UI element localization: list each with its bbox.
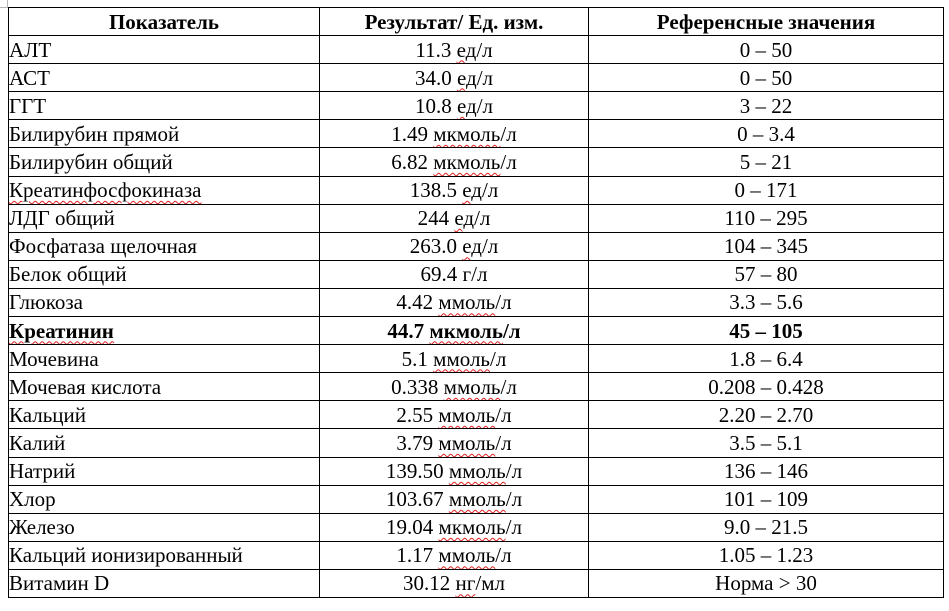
result-value — [320, 373, 589, 401]
parameter-name: Глюкоза — [9, 288, 320, 316]
result-number: 1.49 — [391, 121, 429, 146]
result-value — [320, 457, 589, 485]
parameter-label: Креатинфосфокиназа — [9, 178, 202, 203]
result-unit: мкмоль/л — [429, 318, 521, 343]
result-number: 44.7 — [387, 318, 425, 343]
result-value — [320, 36, 589, 64]
result-unit: ед/л — [456, 93, 494, 118]
reference-range: 1.05 – 1.23 — [589, 541, 944, 569]
result-value — [320, 64, 589, 92]
parameter-name — [9, 317, 320, 345]
lab-results-table — [8, 7, 944, 598]
parameter-name: ГГТ — [9, 92, 320, 120]
result-number: 2.55 — [396, 402, 434, 427]
result-number: 30.12 — [403, 571, 451, 596]
result-number: 4.42 — [396, 290, 434, 315]
text-boundary-marker — [0, 0, 8, 8]
result-value — [320, 485, 589, 513]
table-row — [9, 513, 944, 541]
table-row — [9, 260, 944, 288]
result-unit: ед/л — [456, 65, 494, 90]
table-row — [9, 92, 944, 120]
result-number: 19.04 — [386, 515, 434, 540]
result-value — [320, 345, 589, 373]
parameter-name: Натрий — [9, 457, 320, 485]
result-value — [320, 176, 589, 204]
parameter-name: АСТ — [9, 64, 320, 92]
reference-range: 0 – 3.4 — [589, 120, 944, 148]
reference-range: 0 – 171 — [589, 176, 944, 204]
table-row — [9, 541, 944, 569]
reference-range: 9.0 – 21.5 — [589, 513, 944, 541]
result-unit: ед/л — [456, 37, 493, 62]
reference-range: 1.8 – 6.4 — [589, 345, 944, 373]
result-number: 5.1 — [401, 346, 428, 371]
parameter-name: Белок общий — [9, 260, 320, 288]
header-parameter: Показатель — [9, 8, 320, 36]
result-number: 138.5 — [409, 178, 457, 203]
reference-range: 0 – 50 — [589, 64, 944, 92]
result-unit: ммоль/л — [438, 290, 512, 315]
result-value — [320, 120, 589, 148]
table-row — [9, 373, 944, 401]
table-row — [9, 64, 944, 92]
reference-range: 0 – 50 — [589, 36, 944, 64]
result-value — [320, 148, 589, 176]
reference-range: 136 – 146 — [589, 457, 944, 485]
table-row — [9, 345, 944, 373]
result-number: 6.82 — [391, 150, 429, 175]
header-reference-range: Референсные значения — [589, 8, 944, 36]
reference-range: 0.208 – 0.428 — [589, 373, 944, 401]
result-number: 139.50 — [385, 459, 444, 484]
reference-range: 110 – 295 — [589, 204, 944, 232]
result-number: 69.4 — [420, 262, 458, 287]
result-number: 244 — [417, 206, 450, 231]
parameter-name: Витамин D — [9, 569, 320, 597]
table-row — [9, 204, 944, 232]
result-number: 0.338 — [391, 374, 439, 399]
result-number: 1.17 — [396, 543, 434, 568]
parameter-name: ЛДГ общий — [9, 204, 320, 232]
reference-range: Норма > 30 — [589, 569, 944, 597]
result-value — [320, 513, 589, 541]
reference-range: 3.5 – 5.1 — [589, 429, 944, 457]
result-number: 10.8 — [414, 93, 452, 118]
parameter-label: Креатинин — [9, 318, 114, 343]
table-row — [9, 288, 944, 316]
table-row — [9, 429, 944, 457]
result-unit: ед/л — [462, 234, 499, 259]
table-row — [9, 36, 944, 64]
result-value — [320, 232, 589, 260]
table-row — [9, 148, 944, 176]
parameter-name: Кальций — [9, 401, 320, 429]
result-value — [320, 541, 589, 569]
result-unit: мкмоль/л — [438, 515, 522, 540]
reference-range: 101 – 109 — [589, 485, 944, 513]
result-value — [320, 429, 589, 457]
reference-range: 57 – 80 — [589, 260, 944, 288]
result-value — [320, 569, 589, 597]
result-value — [320, 288, 589, 316]
reference-range: 45 – 105 — [589, 317, 944, 345]
result-number: 11.3 — [415, 37, 452, 62]
parameter-name: Мочевина — [9, 345, 320, 373]
parameter-name: Билирубин общий — [9, 148, 320, 176]
table-row — [9, 176, 944, 204]
result-value — [320, 204, 589, 232]
result-value — [320, 260, 589, 288]
parameter-name: Билирубин прямой — [9, 120, 320, 148]
table-row — [9, 232, 944, 260]
reference-range: 2.20 – 2.70 — [589, 401, 944, 429]
table-row — [9, 485, 944, 513]
parameter-name: Мочевая кислота — [9, 373, 320, 401]
result-unit: ммоль/л — [443, 374, 517, 399]
result-value — [320, 317, 589, 345]
parameter-name: Кальций ионизированный — [9, 541, 320, 569]
result-unit: мкмоль/л — [433, 150, 517, 175]
parameter-name: Хлор — [9, 485, 320, 513]
result-value — [320, 92, 589, 120]
parameter-name — [9, 176, 320, 204]
parameter-name: Калий — [9, 429, 320, 457]
result-number: 3.79 — [396, 430, 434, 455]
reference-range: 3.3 – 5.6 — [589, 288, 944, 316]
result-unit: ед/л — [454, 206, 491, 231]
parameter-name: АЛТ — [9, 36, 320, 64]
result-unit: ммоль/л — [438, 543, 512, 568]
table-row — [9, 120, 944, 148]
result-number: 103.67 — [385, 487, 444, 512]
result-unit: г/л — [462, 262, 488, 287]
result-unit: ммоль/л — [448, 459, 523, 484]
result-unit: ед/л — [462, 178, 499, 203]
table-row — [9, 457, 944, 485]
table-row — [9, 401, 944, 429]
result-unit: ммоль/л — [438, 402, 512, 427]
reference-range: 3 – 22 — [589, 92, 944, 120]
result-unit: ммоль/л — [438, 430, 512, 455]
result-number: 34.0 — [414, 65, 452, 90]
table-header-row — [9, 8, 944, 36]
table-row — [9, 317, 944, 345]
reference-range: 104 – 345 — [589, 232, 944, 260]
table-row — [9, 569, 944, 597]
result-unit: ммоль/л — [448, 487, 523, 512]
result-number: 263.0 — [409, 234, 457, 259]
result-value — [320, 401, 589, 429]
parameter-name: Фосфатаза щелочная — [9, 232, 320, 260]
reference-range: 5 – 21 — [589, 148, 944, 176]
result-unit: ммоль/л — [433, 346, 507, 371]
result-unit: нг/мл — [455, 571, 505, 596]
result-unit: мкмоль/л — [433, 121, 517, 146]
header-result-unit: Результат/ Ед. изм. — [320, 8, 589, 36]
table-body — [9, 36, 944, 598]
parameter-name: Железо — [9, 513, 320, 541]
